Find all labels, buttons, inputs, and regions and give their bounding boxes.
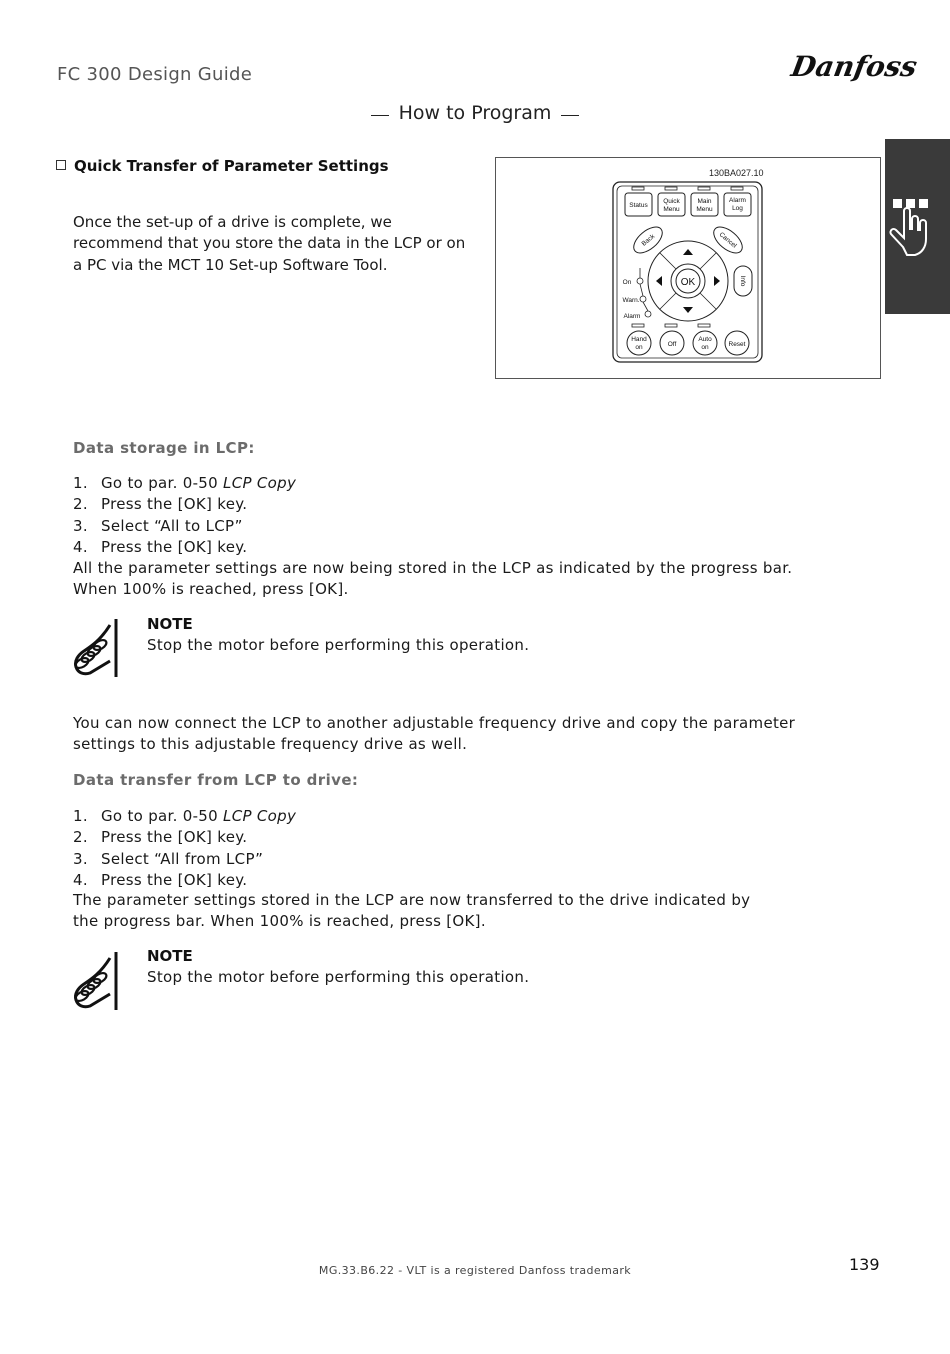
list-item: 2. Press the [OK] key.: [73, 495, 248, 514]
list-item: 1. Go to par. 0-50 LCP Copy: [73, 807, 297, 825]
section-title: How to Program: [0, 102, 950, 124]
svg-text:Reset: Reset: [728, 341, 746, 348]
svg-text:OK: OK: [680, 277, 696, 288]
svg-text:Menu: Menu: [663, 206, 680, 213]
svg-text:Danfoss: Danfoss: [788, 50, 920, 83]
storage-result-text: All the parameter settings are now being stored in the LCP as indicated by the progress bar. When 100% is reached, press [OK].: [73, 559, 793, 599]
svg-text:Main: Main: [697, 198, 712, 205]
checkbox-bullet-icon: [56, 160, 66, 170]
svg-text:Off: Off: [667, 341, 677, 348]
transfer-result-text: The parameter settings stored in the LCP are now transferred to the drive indicated by the progress bar. When 100% is reached, press [OK].: [73, 891, 751, 931]
list-item: 4. Press the [OK] key.: [73, 537, 248, 556]
note-hand-icon: [70, 617, 120, 679]
hand-pointer-icon: [885, 139, 950, 314]
document-title: FC 300 Design Guide: [57, 64, 253, 85]
section-heading: Quick Transfer of Parameter Settings: [56, 157, 389, 175]
svg-text:Cancel: Cancel: [717, 231, 738, 250]
svg-text:on: on: [635, 344, 643, 351]
svg-text:Info: Info: [739, 275, 746, 287]
transfer-steps: [73, 806, 296, 891]
svg-text:Back: Back: [640, 233, 657, 248]
svg-text:Quick: Quick: [663, 198, 680, 205]
list-item: 1. Go to par. 0-50 LCP Copy: [73, 474, 297, 492]
svg-text:Hand: Hand: [631, 336, 647, 343]
connect-paragraph: You can now connect the LCP to another adjustable frequency drive and copy the parameter settings to this adjustable frequency drive as well.: [73, 714, 796, 754]
note-text: Stop the motor before performing this operation.: [147, 636, 530, 654]
chapter-tab: [885, 139, 950, 314]
note-hand-icon: [70, 950, 120, 1012]
svg-text:Log: Log: [732, 205, 743, 212]
svg-text:on: on: [701, 344, 709, 351]
svg-text:Warn.: Warn.: [622, 297, 640, 304]
list-item: 4. Press the [OK] key.: [73, 870, 248, 889]
transfer-subhead: Data transfer from LCP to drive:: [73, 771, 359, 789]
svg-text:Status: Status: [629, 202, 648, 209]
note-text: Stop the motor before performing this operation.: [147, 968, 530, 986]
note-label: NOTE: [147, 947, 193, 965]
list-item: 2. Press the [OK] key.: [73, 828, 248, 847]
svg-text:Alarm: Alarm: [623, 313, 641, 320]
svg-text:Menu: Menu: [696, 206, 713, 213]
storage-steps: [73, 473, 296, 558]
list-item: 3. Select “All to LCP”: [73, 516, 243, 535]
note-label: NOTE: [147, 615, 193, 633]
svg-text:On: On: [622, 279, 632, 286]
svg-text:Alarm: Alarm: [729, 197, 746, 204]
footer-text: MG.33.B6.22 - VLT is a registered Danfoss trademark: [318, 1264, 632, 1277]
svg-text:Auto: Auto: [698, 336, 712, 343]
list-item: 3. Select “All from LCP”: [73, 849, 264, 868]
figure-code: 130BA027.10: [709, 168, 764, 178]
lcp-keypad-illustration: [496, 158, 880, 378]
storage-subhead: Data storage in LCP:: [73, 439, 255, 457]
danfoss-logo: [788, 42, 920, 86]
intro-paragraph: Once the set-up of a drive is complete, we recommend that you store the data in the LCP or on a PC via the MCT 10 Set-up Software Tool.: [73, 213, 466, 274]
page-number: 139: [849, 1255, 880, 1274]
lcp-keypad-figure: [495, 157, 881, 379]
